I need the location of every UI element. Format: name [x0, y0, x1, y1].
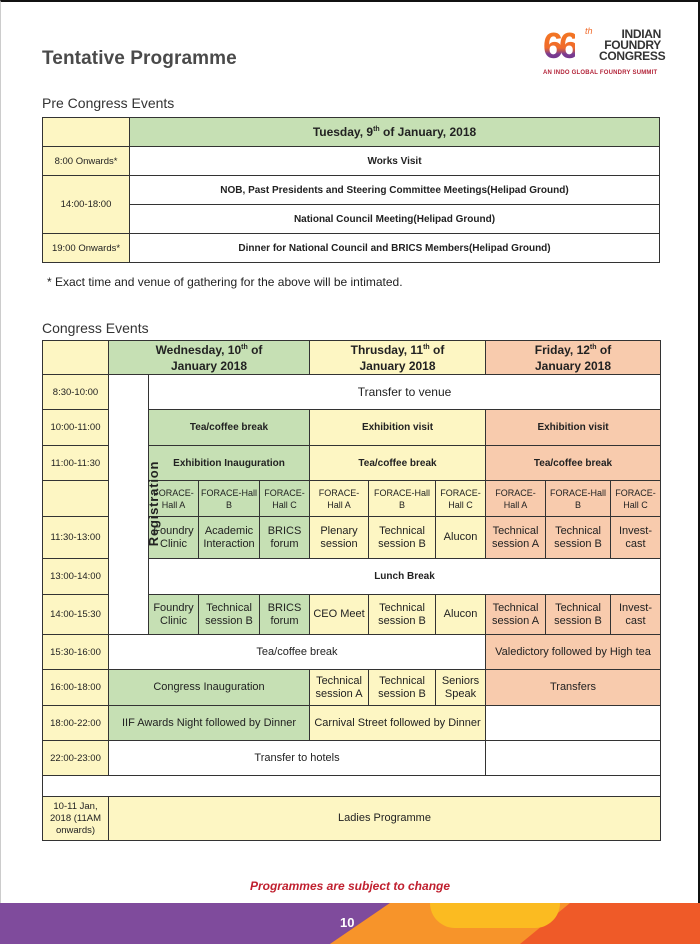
lunch-break: Lunch Break — [149, 559, 661, 595]
day-text: Friday, 12 — [534, 342, 590, 357]
session-cell: Technical session B — [546, 517, 611, 559]
event-cell: Works Visit — [130, 147, 660, 176]
event-cell: Exhibition visit — [486, 410, 661, 446]
event-cell: Dinner for National Council and BRICS Members(Helipad Ground) — [130, 234, 660, 263]
time-cell: 8:00 Onwards* — [43, 147, 130, 176]
time-cell: 14:00-18:00 — [43, 176, 130, 234]
event-cell: NOB, Past Presidents and Steering Committee Meetings(Helipad Ground) — [130, 176, 660, 205]
session-cell: Academic Interaction — [199, 517, 260, 559]
hall-cell: FORACE-Hall C — [611, 481, 661, 517]
session-cell: Alucon — [436, 595, 486, 635]
ordinal: th — [589, 343, 597, 351]
event-cell: Transfers — [486, 670, 661, 706]
table-row — [43, 205, 660, 234]
session-cell: Technical session A — [486, 517, 546, 559]
band-yellow-shape — [430, 903, 560, 928]
table-row — [43, 118, 660, 147]
day-text: of — [247, 342, 263, 357]
time-cell: 10-11 Jan, 2018 (11AM onwards) — [43, 797, 109, 841]
hall-cell: FORACE-Hall A — [149, 481, 199, 517]
table-row — [43, 176, 660, 205]
session-cell: Technical session B — [546, 595, 611, 635]
registration-label: Registration — [146, 460, 162, 547]
event-cell: Valedictory followed by High tea — [486, 635, 661, 670]
page-number: 10 — [340, 915, 355, 930]
corner-cell — [43, 341, 109, 375]
ordinal: th — [373, 125, 380, 133]
spacer-row — [43, 776, 661, 797]
logo-number: 66 — [543, 25, 576, 66]
session-cell: Technical session A — [310, 670, 369, 706]
day-text: of — [596, 342, 612, 357]
logo-ordinal: th — [585, 26, 593, 36]
hall-cell: FORACE-Hall B — [199, 481, 260, 517]
day-header-text: of January, 2018 — [379, 124, 477, 139]
hall-cell: FORACE-Hall C — [436, 481, 486, 517]
event-cell: Tea/coffee break — [149, 410, 310, 446]
day-text: January 2018 — [170, 358, 248, 373]
session-cell: Technical session B — [369, 517, 436, 559]
table-row — [43, 776, 661, 797]
hall-cell: FORACE-Hall A — [310, 481, 369, 517]
day-text: Thrusday, 11 — [350, 342, 424, 357]
table-row — [43, 341, 661, 375]
pre-congress-title: Pre Congress Events — [42, 95, 175, 111]
congress-title: Congress Events — [42, 320, 149, 336]
ladies-programme: Ladies Programme — [109, 797, 661, 841]
footer-note: Programmes are subject to change — [249, 879, 451, 893]
session-cell: Alucon — [436, 517, 486, 559]
event-cell: Tea/coffee break — [310, 446, 486, 481]
event-cell: Exhibition Inauguration — [149, 446, 310, 481]
hall-cell: FORACE-Hall B — [369, 481, 436, 517]
registration-cell — [109, 375, 162, 635]
session-cell: BRICS forum — [260, 595, 310, 635]
event-cell: Tea/coffee break — [486, 446, 661, 481]
time-cell: 13:00-14:00 — [43, 559, 109, 595]
time-cell: 14:00-15:30 — [43, 595, 109, 635]
table-row — [43, 635, 661, 670]
time-cell: 15:30-16:00 — [43, 635, 109, 670]
session-cell: Invest-cast — [611, 595, 661, 635]
day-text: January 2018 — [359, 358, 436, 373]
time-cell: 18:00-22:00 — [43, 706, 109, 741]
table-row — [43, 670, 661, 706]
event-cell: National Council Meeting(Helipad Ground) — [130, 205, 660, 234]
time-cell: 10:00-11:00 — [43, 410, 109, 446]
logo-name-line: CONGRESS — [599, 49, 666, 63]
session-cell: Plenary session — [310, 517, 369, 559]
time-cell: 11:00-11:30 — [43, 446, 109, 481]
session-cell: Foundry Clinic — [149, 517, 199, 559]
logo-name-line: FOUNDRY — [604, 38, 661, 52]
event-cell: Exhibition visit — [310, 410, 486, 446]
corner-cell — [43, 118, 130, 147]
pre-congress-note: * Exact time and venue of gathering for the above will be intimated. — [47, 275, 403, 289]
table-row — [43, 706, 661, 741]
time-cell: 11:30-13:00 — [43, 517, 109, 559]
event-cell — [486, 706, 661, 741]
logo-tagline: AN INDO GLOBAL FOUNDRY SUMMIT — [543, 70, 658, 76]
logo-name-line: INDIAN — [621, 27, 661, 41]
session-cell: Technical session A — [486, 595, 546, 635]
session-cell: Technical session B — [199, 595, 260, 635]
time-cell: 22:00-23:00 — [43, 741, 109, 776]
congress-logo — [543, 25, 666, 82]
day-header-wednesday — [109, 341, 310, 375]
table-row — [43, 234, 660, 263]
time-cell: 8:30-10:00 — [43, 375, 109, 410]
session-cell: CEO Meet — [310, 595, 369, 635]
table-row — [43, 375, 661, 410]
day-text: Wednesday, 10 — [155, 342, 242, 357]
day-header — [130, 118, 660, 147]
day-text: January 2018 — [534, 358, 612, 373]
event-cell — [486, 741, 661, 776]
table-row — [43, 797, 661, 841]
session-cell: Invest-cast — [611, 517, 661, 559]
day-text: of — [429, 342, 445, 357]
session-cell: Seniors Speak — [436, 670, 486, 706]
event-cell: IIF Awards Night followed by Dinner — [109, 706, 310, 741]
event-cell: Carnival Street followed by Dinner — [310, 706, 486, 741]
pre-congress-table — [42, 117, 660, 263]
event-cell: Tea/coffee break — [109, 635, 486, 670]
day-header-text: Tuesday, 9 — [312, 124, 374, 139]
transfer-to-venue: Transfer to venue — [149, 375, 661, 410]
session-cell: BRICS forum — [260, 517, 310, 559]
day-header-friday — [486, 341, 661, 375]
ordinal: th — [241, 343, 248, 351]
footer-band — [0, 903, 700, 944]
session-cell: Foundry Clinic — [149, 595, 199, 635]
time-cell: 16:00-18:00 — [43, 670, 109, 706]
hall-cell: FORACE-Hall A — [486, 481, 546, 517]
session-cell: Technical session B — [369, 670, 436, 706]
table-row — [43, 741, 661, 776]
time-cell: 19:00 Onwards* — [43, 234, 130, 263]
table-row — [43, 147, 660, 176]
event-cell: Congress Inauguration — [109, 670, 310, 706]
day-header-thursday — [310, 341, 486, 375]
session-cell: Technical session B — [369, 595, 436, 635]
time-cell — [43, 481, 109, 517]
hall-cell: FORACE-Hall C — [260, 481, 310, 517]
page-title: Tentative Programme — [42, 48, 237, 69]
event-cell: Transfer to hotels — [109, 741, 486, 776]
hall-cell: FORACE-Hall B — [546, 481, 611, 517]
logo-name — [599, 27, 666, 63]
congress-table — [42, 340, 661, 841]
ordinal: th — [423, 343, 430, 351]
